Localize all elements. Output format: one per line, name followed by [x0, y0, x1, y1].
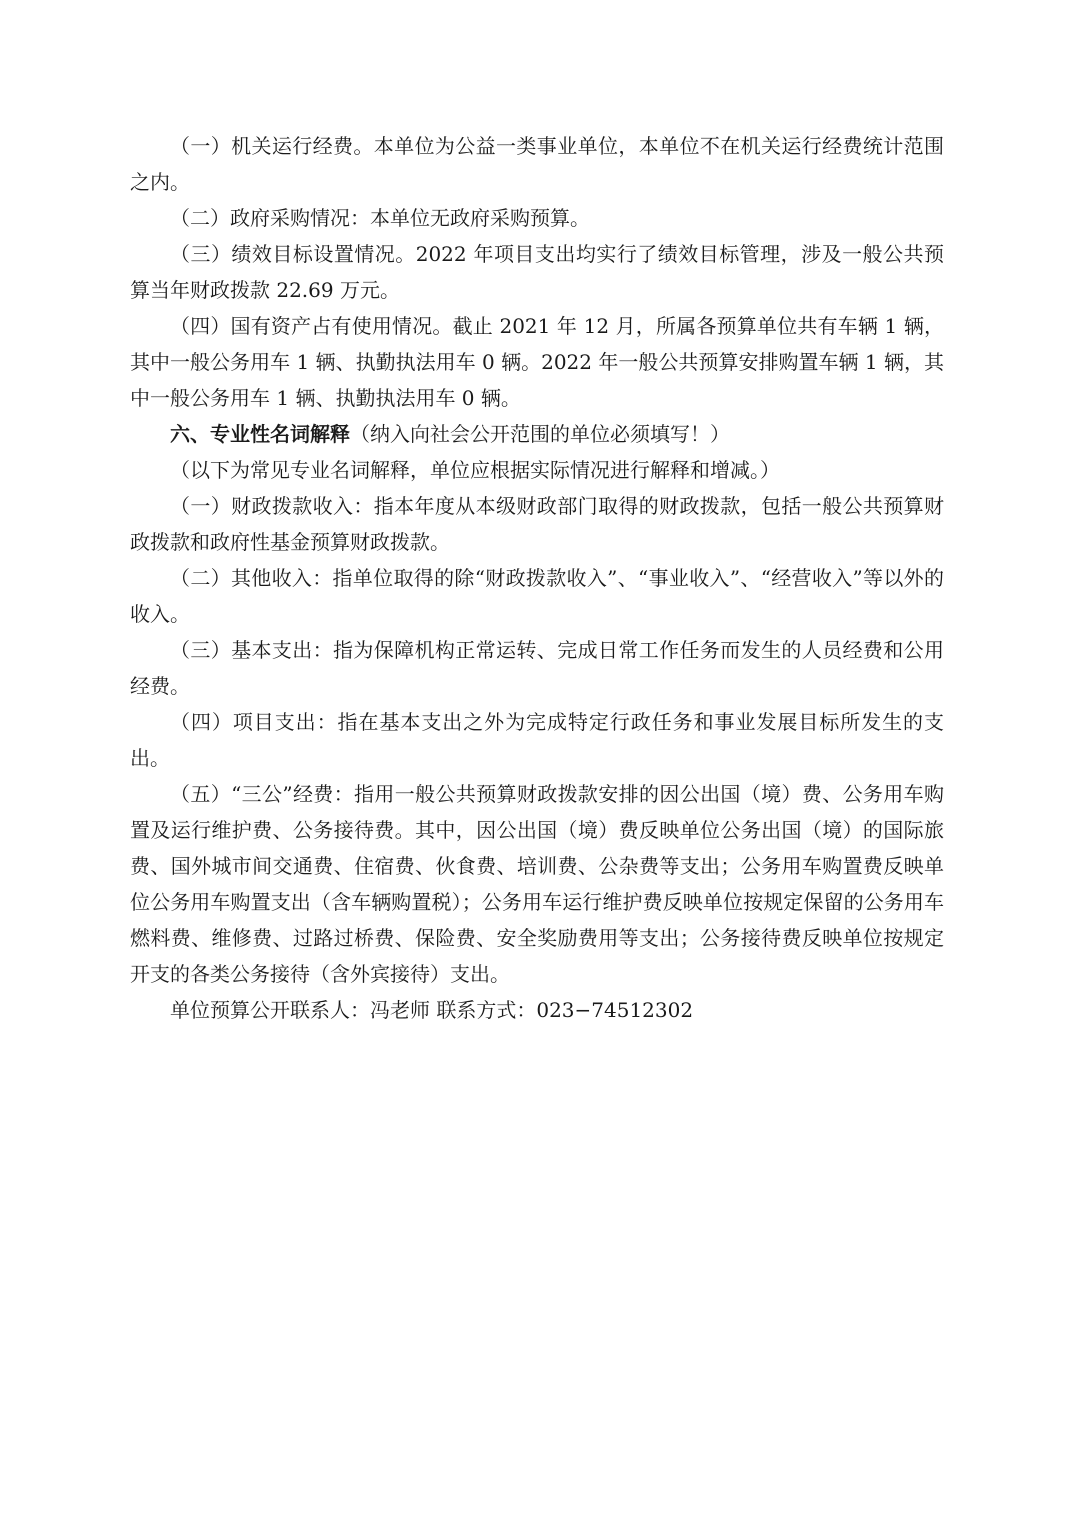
term-three-public-expenses: （五）“三公”经费：指用一般公共预算财政拨款安排的因公出国（境）费、公务用车购置及运行维护费、公务接待费。其中，因公出国（境）费反映单位公务出国（境）的国际旅费、国外城市间交通费、住宿费、伙食费、培训费、公杂费等支出；公务用车购置费反映单位公务用车购置支出（含车辆购置税）；公务用车运行维护费反映单位按规定保留的公务用车燃料费、维修费、过路过桥费、保险费、安全奖励费用等支出；公务接待费反映单位按规定开支的各类公务接待（含外宾接待）支出。	[130, 782, 944, 986]
paragraph-performance-goals: （三）绩效目标设置情况。2022 年项目支出均实行了绩效目标管理，涉及一般公共预算当年财政拨款 22.69 万元。	[130, 242, 944, 302]
section-intro: （以下为常见专业名词解释，单位应根据实际情况进行解释和增减。）	[170, 458, 780, 482]
term-project-expenditure: （四）项目支出：指在基本支出之外为完成特定行政任务和事业发展目标所发生的支出。	[130, 710, 944, 770]
term-other-income: （二）其他收入：指单位取得的除“财政拨款收入”、“事业收入”、“经营收入”等以外的收入。	[130, 566, 944, 626]
document-body	[130, 128, 944, 1028]
section-heading-note: （纳入向社会公开范围的单位必须填写！）	[350, 422, 730, 446]
paragraph-operating-expenses: （一）机关运行经费。本单位为公益一类事业单位，本单位不在机关运行经费统计范围之内。	[130, 134, 944, 194]
term-fiscal-appropriation-income: （一）财政拨款收入：指本年度从本级财政部门取得的财政拨款，包括一般公共预算财政拨款和政府性基金预算财政拨款。	[130, 494, 944, 554]
paragraph-procurement: （二）政府采购情况：本单位无政府采购预算。	[170, 206, 590, 230]
term-basic-expenditure: （三）基本支出：指为保障机构正常运转、完成日常工作任务而发生的人员经费和公用经费。	[130, 638, 944, 698]
contact-line: 单位预算公开联系人：冯老师 联系方式：023−74512302	[170, 998, 694, 1022]
paragraph-state-assets: （四）国有资产占有使用情况。截止 2021 年 12 月，所属各预算单位共有车辆 1 辆，其中一般公务用车 1 辆、执勤执法用车 0 辆。2022 年一般公共预算安排购置车辆 1 辆，其中一般公务用车 1 辆、执勤执法用车 0 辆。	[130, 314, 944, 410]
section-heading-title: 六、专业性名词解释	[170, 422, 350, 446]
section-heading-terms	[130, 416, 944, 452]
